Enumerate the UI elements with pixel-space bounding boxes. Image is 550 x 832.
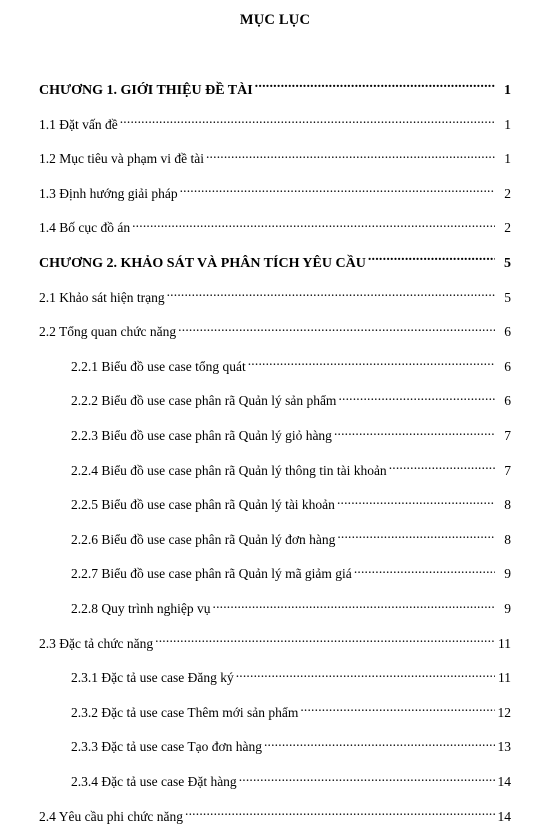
toc-dot-leader xyxy=(255,76,495,94)
toc-page-number: 11 xyxy=(498,670,511,686)
toc-dot-leader xyxy=(120,111,495,129)
toc-dot-leader xyxy=(337,526,495,544)
toc-entry-label: 2.3 Đặc tả chức năng xyxy=(39,635,154,651)
toc-entry[interactable] xyxy=(71,526,511,549)
toc-entry[interactable] xyxy=(71,457,511,480)
toc-chapter-entry[interactable] xyxy=(39,249,511,273)
toc-entry-label: 2.2 Tổng quan chức năng xyxy=(39,324,177,340)
toc-entry[interactable] xyxy=(39,284,511,307)
toc-entry-label: 1.1 Đặt vấn đề xyxy=(39,116,118,132)
toc-entry[interactable] xyxy=(71,491,511,514)
toc-page-number: 5 xyxy=(504,256,511,271)
toc-entry[interactable] xyxy=(71,387,511,410)
toc-page-number: 8 xyxy=(504,531,511,547)
toc-entry[interactable] xyxy=(71,422,511,445)
toc-entry-label: 2.2.5 Biểu đồ use case phân rã Quản lý tài khoản xyxy=(71,497,335,513)
toc-page-number: 12 xyxy=(497,704,511,720)
toc-page-number: 9 xyxy=(504,601,511,616)
toc-entry-label: 2.2.1 Biểu đồ use case tổng quát xyxy=(71,358,246,374)
toc-entry[interactable] xyxy=(39,111,511,134)
toc-entry[interactable] xyxy=(39,630,511,653)
toc-entry-label: 2.2.3 Biểu đồ use case phân rã Quản lý giỏ hàng xyxy=(71,428,332,443)
toc-dot-leader xyxy=(155,630,495,648)
toc-dot-leader xyxy=(334,422,495,440)
toc-entry-label: 2.3.3 Đặc tả use case Tạo đơn hàng xyxy=(71,739,262,755)
toc-entry-label: 2.3.2 Đặc tả use case Thêm mới sản phẩm xyxy=(71,704,299,720)
toc-entry-label: 2.2.7 Biểu đồ use case phân rã Quản lý mã giảm giá xyxy=(71,566,352,582)
toc-entry-label: 2.3.4 Đặc tả use case Đặt hàng xyxy=(71,774,237,789)
toc-entry-label: 1.2 Mục tiêu và phạm vi đề tài xyxy=(39,151,204,167)
toc-entry[interactable] xyxy=(71,664,511,687)
toc-entry[interactable] xyxy=(71,733,511,756)
toc-entry[interactable] xyxy=(39,145,511,168)
toc-entry-label: 2.1 Khảo sát hiện trạng xyxy=(39,289,165,305)
toc-dot-leader xyxy=(338,387,495,405)
toc-entry[interactable] xyxy=(39,803,511,826)
toc-dot-leader xyxy=(236,664,495,682)
toc-dot-leader xyxy=(167,284,495,302)
toc-dot-leader xyxy=(185,803,495,821)
toc-dot-leader xyxy=(389,457,495,475)
toc-chapter-entry[interactable] xyxy=(39,76,511,100)
toc-page-number: 6 xyxy=(504,393,511,409)
toc-page-number: 7 xyxy=(504,462,511,478)
toc-entry[interactable] xyxy=(71,699,511,722)
toc-dot-leader xyxy=(132,214,495,232)
toc-title: MỤC LỤC xyxy=(239,12,311,28)
toc-page-number: 5 xyxy=(504,289,511,305)
toc-page-number: 13 xyxy=(497,739,511,755)
toc-dot-leader xyxy=(337,491,495,509)
toc-entry-label: CHƯƠNG 2. KHẢO SÁT VÀ PHÂN TÍCH YÊU CẦU xyxy=(39,256,366,271)
toc-dot-leader xyxy=(180,180,495,198)
toc-entry[interactable] xyxy=(71,560,511,583)
toc-entry-label: 2.2.8 Quy trình nghiệp vụ xyxy=(71,601,211,616)
toc-entry-label: 2.2.6 Biểu đồ use case phân rã Quản lý đơn hàng xyxy=(71,531,336,547)
toc-entry[interactable] xyxy=(71,768,511,791)
toc-page-number: 14 xyxy=(497,808,511,824)
toc-dot-leader xyxy=(300,699,495,717)
toc-page-number: 7 xyxy=(504,428,511,443)
toc-page-number: 6 xyxy=(504,324,511,340)
toc-entry-label: 2.2.2 Biểu đồ use case phân rã Quản lý sản phẩm xyxy=(71,393,337,409)
toc-entry[interactable] xyxy=(71,353,511,376)
toc-dot-leader xyxy=(264,733,495,751)
toc-page-number: 1 xyxy=(504,83,511,98)
toc-page-number: 9 xyxy=(504,566,511,582)
toc-page-number: 1 xyxy=(504,116,511,132)
toc-page-number: 11 xyxy=(498,635,511,651)
toc-entry-label: CHƯƠNG 1. GIỚI THIỆU ĐỀ TÀI xyxy=(39,83,253,98)
toc-entry[interactable] xyxy=(39,318,511,341)
toc-page-number: 14 xyxy=(497,774,511,789)
toc-page-number: 8 xyxy=(504,497,511,513)
toc-entry[interactable] xyxy=(71,595,511,618)
toc-page-number: 2 xyxy=(504,185,511,201)
toc-dot-leader xyxy=(368,249,495,267)
toc-entry-label: 1.3 Định hướng giải pháp xyxy=(39,185,178,201)
toc-entry[interactable] xyxy=(39,180,511,203)
toc-entry[interactable] xyxy=(39,214,511,237)
toc-entry-label: 2.3.1 Đặc tả use case Đăng ký xyxy=(71,670,234,686)
toc-page-number: 1 xyxy=(504,151,511,167)
toc-entry-label: 2.4 Yêu cầu phi chức năng xyxy=(39,808,184,824)
toc-dot-leader xyxy=(178,318,495,336)
toc-dot-leader xyxy=(213,595,496,613)
toc-entry-label: 1.4 Bố cục đồ án xyxy=(39,220,131,236)
toc-dot-leader xyxy=(239,768,495,786)
toc-dot-leader xyxy=(206,145,495,163)
toc-page-number: 2 xyxy=(504,220,511,236)
toc-entry-label: 2.2.4 Biểu đồ use case phân rã Quản lý thông tin tài khoản xyxy=(71,462,387,478)
toc-dot-leader xyxy=(354,560,495,578)
toc-page-number: 6 xyxy=(504,358,511,374)
toc-dot-leader xyxy=(248,353,495,371)
